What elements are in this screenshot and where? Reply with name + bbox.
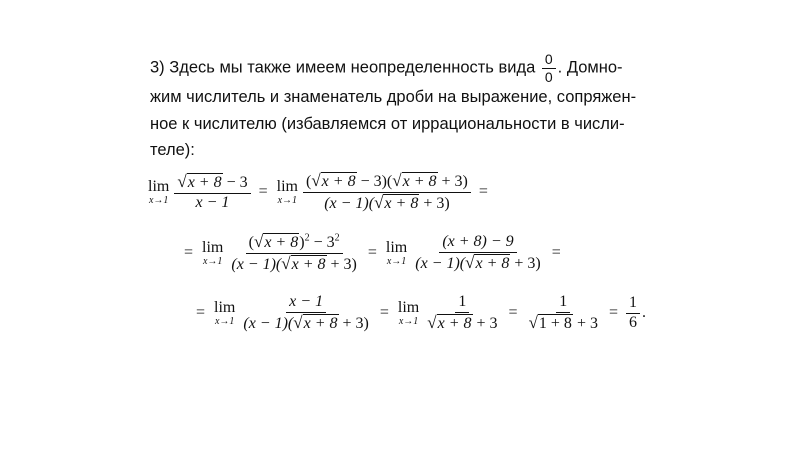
text-segment: . Домно- — [557, 58, 623, 77]
limit-operator: lim x→1 — [202, 238, 224, 267]
square-root: √ x + 8 — [465, 252, 510, 272]
paragraph-line-3: ное к числителю (избавляемся от иррациональности в числи- — [150, 114, 625, 133]
equals-sign: = — [478, 183, 488, 200]
equals-sign: = — [196, 304, 206, 321]
limit-operator: lim x→1 — [148, 177, 170, 206]
square-root: √ x + 8 — [253, 231, 299, 251]
equals-sign: = — [379, 304, 389, 321]
period: . — [642, 304, 646, 321]
equals-sign: = — [608, 304, 618, 321]
square-root: √ x + 8 — [374, 192, 419, 212]
paragraph-line-2: жим числитель и знаменатель дроби на выражение, сопряжен- — [150, 88, 637, 107]
limit-operator: lim x→1 — [276, 177, 298, 206]
paragraph-line-1 — [150, 52, 650, 84]
equals-sign: = — [551, 244, 561, 261]
square-root: √ x + 8 — [311, 170, 356, 190]
fraction: (x + 8) − 9 (x − 1)( √ x + 8 + 3) — [415, 232, 541, 272]
square-root: √ x + 8 — [293, 312, 338, 332]
limit-operator: lim x→1 — [397, 298, 420, 327]
square-root: √ x + 8 — [281, 253, 326, 273]
indeterminate-fraction — [542, 52, 556, 84]
equals-sign: = — [258, 183, 268, 200]
limit-operator: lim x→1 — [214, 298, 236, 327]
paragraph-line-4: теле): — [150, 141, 195, 160]
fraction: x − 1 (x − 1)( √ x + 8 + 3) — [243, 292, 369, 332]
square-root: √ x + 8 — [427, 312, 472, 332]
fraction-denominator: 0 — [544, 68, 553, 85]
square-root: √ x + 8 — [177, 171, 222, 191]
equals-sign: = — [367, 244, 377, 261]
result-fraction: $\frac{1}{6}$ — [626, 295, 640, 332]
equation-row-2 — [178, 224, 567, 282]
equation-row-3 — [190, 284, 646, 342]
fraction: 1 √ x + 8 + 3 — [427, 292, 498, 332]
text-segment: 3) Здесь мы также имеем неопределенность вида — [150, 58, 536, 77]
fraction: ( √ x + 8 )$^2 - 3^2$ (x − 1)( √ x + 8 + 3) — [231, 231, 357, 273]
equals-sign: = — [508, 304, 518, 321]
fraction: √ x + 8 − 3 x − 1 — [174, 173, 250, 212]
explanation-paragraph — [150, 52, 650, 164]
fraction: 1 √ 1 + 8 + 3 — [528, 292, 598, 332]
limit-operator: lim x→1 — [385, 238, 408, 267]
square-root: √ 1 + 8 — [528, 312, 572, 332]
equation-row-1 — [145, 163, 494, 221]
fraction: ( √ x + 8 − 3)( √ x + 8 + 3) (x − 1)( √ x + 8 + 3) — [303, 172, 471, 213]
fraction-numerator: 0 — [542, 52, 556, 69]
equals-sign: = — [184, 244, 194, 261]
square-root: √ x + 8 — [392, 170, 437, 190]
